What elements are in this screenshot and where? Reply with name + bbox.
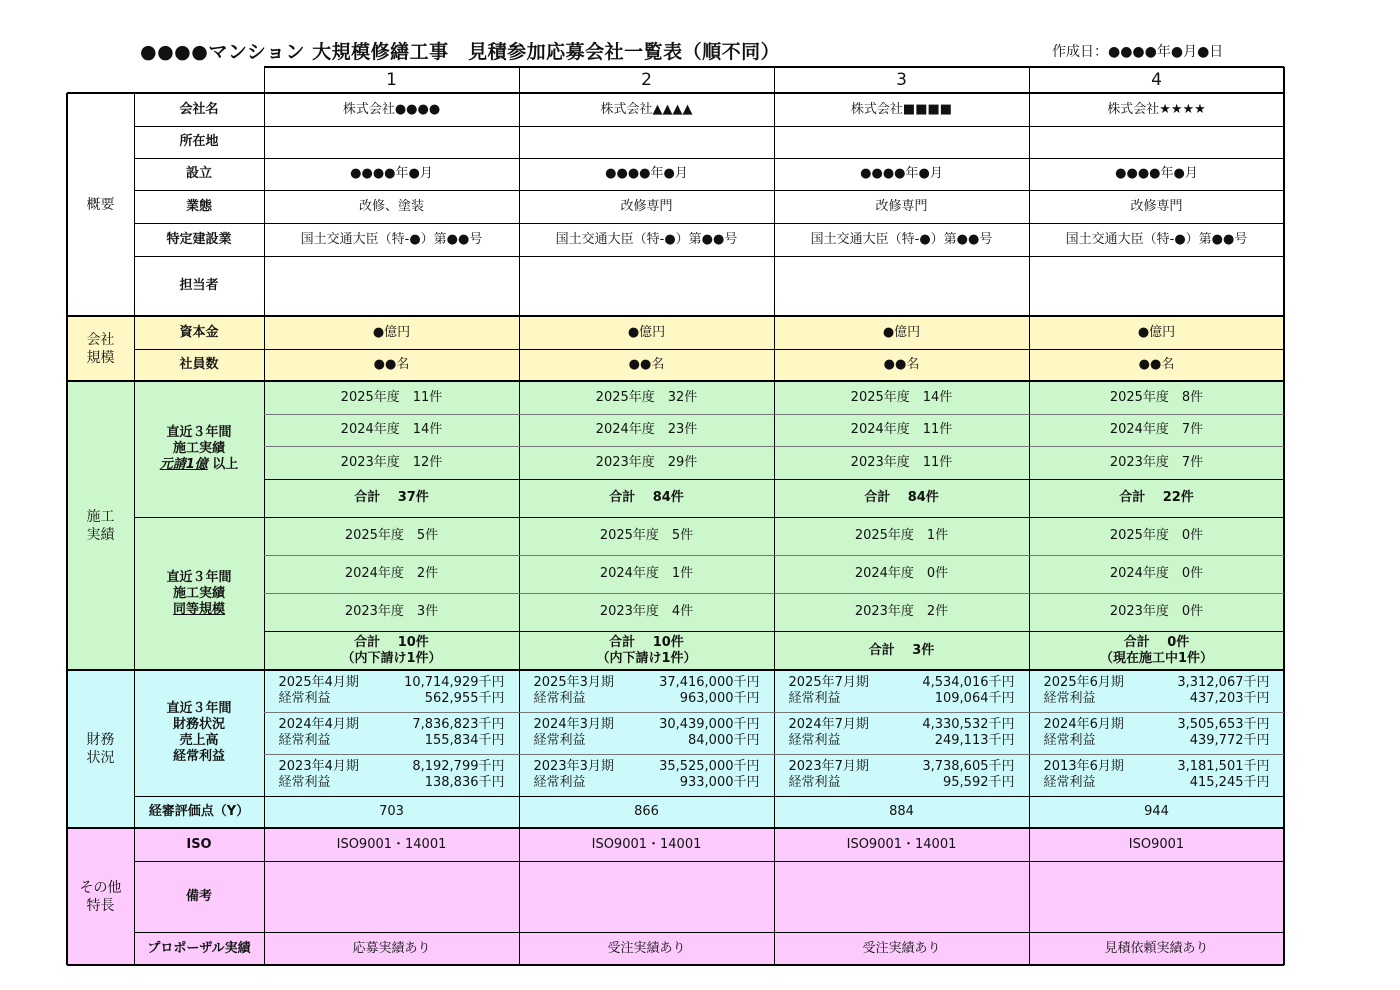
finance-profit-label: 経常利益 [788, 775, 841, 790]
company-employees: ●●名 [1138, 357, 1175, 372]
perf-similar-year: 2025年度 1件 [854, 528, 949, 543]
company-location [774, 126, 1029, 158]
company-iso: ISO9001・14001 [336, 836, 447, 852]
finance-sales: 4,330,532千円 [922, 717, 1015, 732]
company-proposal: 応募実績あり [352, 940, 431, 956]
grid-line-horizontal [134, 796, 1284, 797]
company-license: 国土交通大臣（特-●）第●●号 [810, 231, 993, 247]
label-finance: 直近３年間 財務状況 売上高 経常利益 [166, 701, 232, 764]
company-capital: ●億円 [882, 324, 921, 340]
company-iso: ISO9001・14001 [591, 836, 702, 852]
finance-period: 2023年4月期 [278, 759, 359, 774]
finance-period: 2023年7月期 [788, 759, 869, 774]
perf-similar-total: 合計 10件 （内下請け1件） [341, 634, 442, 666]
perf-contract-total: 合計 84件 [864, 490, 939, 505]
finance-sales: 8,192,799千円 [412, 759, 505, 774]
finance-profit: 155,834千円 [424, 733, 505, 748]
perf-similar-year: 2024年度 1件 [599, 566, 694, 581]
finance-sales: 3,505,653千円 [1177, 717, 1270, 732]
company-business: 改修専門 [620, 198, 673, 214]
company-license: 国土交通大臣（特-●）第●●号 [555, 231, 738, 247]
perf-similar-total: 合計 10件 （内下請け1件） [596, 634, 697, 666]
company-proposal: 受注実績あり [607, 940, 686, 956]
company-license: 国土交通大臣（特-●）第●●号 [1065, 231, 1248, 247]
company-contact [774, 256, 1029, 316]
finance-profit: 109,064千円 [934, 691, 1015, 706]
finance-profit-label: 経常利益 [1043, 733, 1096, 748]
finance-profit: 437,203千円 [1189, 691, 1270, 706]
company-iso: ISO9001 [1128, 836, 1185, 852]
finance-sales: 7,836,823千円 [412, 717, 505, 732]
company-comparison-table [67, 67, 1284, 965]
finance-profit-label: 経常利益 [533, 775, 586, 790]
company-business: 改修専門 [875, 198, 928, 214]
finance-profit-label: 経常利益 [278, 691, 331, 706]
label-perf-contract-amount: 元請1億 [159, 457, 208, 472]
perf-contract-year: 2025年度 14件 [850, 389, 953, 405]
label-contact: 担当者 [179, 278, 219, 293]
company-score: 884 [889, 804, 914, 819]
finance-figures [789, 675, 1015, 707]
section-scale: 会社 規模 [86, 331, 115, 366]
column-number-1: 1 [386, 70, 397, 90]
finance-period: 2024年3月期 [533, 717, 614, 732]
label-score: 経審評価点（Y） [148, 804, 250, 819]
column-number-2: 2 [641, 70, 652, 90]
section-other: その他 特長 [79, 879, 122, 914]
finance-figures [789, 759, 1015, 791]
company-notes [1029, 861, 1284, 932]
company-name: 株式会社▲▲▲▲ [600, 101, 693, 117]
company-contact [519, 256, 774, 316]
section-overview: 概要 [86, 196, 115, 213]
label-iso: ISO [186, 836, 212, 852]
finance-period: 2025年4月期 [278, 675, 359, 690]
perf-similar-year: 2023年度 4件 [599, 604, 694, 619]
column-number-4: 4 [1151, 70, 1162, 90]
company-founded: ●●●●年●月 [860, 166, 943, 181]
company-score: 866 [634, 804, 659, 819]
grid-line-horizontal [264, 631, 1284, 632]
finance-sales: 3,312,067千円 [1177, 675, 1270, 690]
grid-line-horizontal [264, 446, 1284, 447]
finance-figures [789, 717, 1015, 749]
perf-similar-year: 2023年度 2件 [854, 604, 949, 619]
perf-contract-year: 2024年度 23件 [595, 422, 698, 437]
perf-contract-year: 2025年度 32件 [595, 389, 698, 405]
grid-line-horizontal [134, 158, 1284, 159]
finance-profit-label: 経常利益 [533, 733, 586, 748]
company-notes [264, 861, 519, 932]
grid-line-horizontal [264, 712, 1284, 713]
finance-sales: 3,181,501千円 [1177, 759, 1270, 774]
company-score: 944 [1144, 804, 1169, 819]
finance-period-cell [774, 670, 1029, 712]
grid-line-vertical [134, 93, 135, 965]
label-proposal: プロポーザル実績 [147, 940, 251, 956]
finance-period-cell [774, 754, 1029, 796]
finance-profit: 138,836千円 [424, 775, 505, 790]
finance-sales: 3,738,605千円 [922, 759, 1015, 774]
company-founded: ●●●●年●月 [1115, 166, 1198, 181]
finance-profit: 963,000千円 [679, 691, 760, 706]
perf-similar-year: 2025年度 0件 [1109, 528, 1204, 543]
company-capital: ●億円 [372, 324, 411, 340]
company-employees: ●●名 [883, 357, 920, 372]
finance-period: 2024年7月期 [788, 717, 869, 732]
grid-line-horizontal [264, 593, 1284, 594]
perf-contract-year: 2024年度 14件 [340, 422, 443, 437]
finance-period-cell [519, 754, 774, 796]
company-location [1029, 126, 1284, 158]
label-perf-contract-above: 以上 [207, 457, 239, 472]
finance-period: 2025年3月期 [533, 675, 614, 690]
finance-figures [279, 717, 505, 749]
company-proposal: 見積依頼実績あり [1104, 940, 1209, 956]
company-employees: ●●名 [628, 357, 665, 372]
grid-line-horizontal [134, 861, 1284, 862]
perf-contract-year: 2024年度 11件 [850, 422, 953, 437]
company-name: 株式会社●●●● [342, 101, 441, 117]
company-location [519, 126, 774, 158]
finance-figures [279, 759, 505, 791]
finance-period-cell [774, 712, 1029, 754]
perf-similar-year: 2025年度 5件 [344, 528, 439, 543]
finance-period: 2025年7月期 [788, 675, 869, 690]
label-perf-contract-condition [160, 457, 239, 473]
label-business: 業態 [185, 198, 212, 214]
perf-contract-year: 2024年度 7件 [1109, 422, 1204, 437]
finance-period-cell [519, 712, 774, 754]
finance-profit: 415,245千円 [1189, 775, 1270, 790]
finance-sales: 37,416,000千円 [659, 675, 760, 690]
grid-line-horizontal [134, 190, 1284, 191]
finance-period: 2024年4月期 [278, 717, 359, 732]
finance-profit: 95,592千円 [943, 775, 1015, 790]
finance-period-cell [1029, 712, 1284, 754]
company-notes [519, 861, 774, 932]
company-capital: ●億円 [627, 324, 666, 340]
grid-line-horizontal [67, 669, 1284, 671]
finance-period: 2013年6月期 [1043, 759, 1124, 774]
company-license: 国土交通大臣（特-●）第●●号 [300, 231, 483, 247]
company-business: 改修専門 [1130, 198, 1183, 214]
company-contact [264, 256, 519, 316]
section-construction: 施工 実績 [86, 508, 115, 543]
label-perf-similar [134, 517, 264, 670]
finance-profit-label: 経常利益 [1043, 775, 1096, 790]
finance-period-cell [519, 670, 774, 712]
perf-contract-total: 合計 37件 [354, 490, 429, 505]
finance-period: 2025年6月期 [1043, 675, 1124, 690]
finance-sales: 35,525,000千円 [659, 759, 760, 774]
finance-figures [534, 759, 760, 791]
label-perf-similar-title: 直近３年間 施工実績 [166, 569, 232, 601]
finance-period-cell [1029, 754, 1284, 796]
company-proposal: 受注実績あり [862, 940, 941, 956]
company-notes [774, 861, 1029, 932]
company-employees: ●●名 [373, 357, 410, 372]
finance-period: 2023年3月期 [533, 759, 614, 774]
perf-contract-year: 2023年度 11件 [850, 454, 953, 470]
company-score: 703 [379, 804, 404, 819]
finance-sales: 4,534,016千円 [922, 675, 1015, 690]
perf-similar-total: 合計 3件 [868, 642, 935, 658]
perf-similar-year: 2024年度 2件 [344, 566, 439, 581]
perf-similar-year: 2024年度 0件 [1109, 566, 1204, 581]
created-date: 作成日：●●●●年●月●日 [1052, 44, 1224, 60]
finance-figures [534, 675, 760, 707]
perf-similar-year: 2025年度 5件 [599, 528, 694, 543]
finance-figures [279, 675, 505, 707]
grid-line-horizontal [67, 964, 1284, 966]
company-business: 改修、塗装 [358, 198, 424, 214]
finance-profit-label: 経常利益 [278, 733, 331, 748]
grid-line-horizontal [264, 479, 1284, 480]
label-perf-similar-scale: 同等規模 [172, 601, 225, 617]
label-company: 会社名 [179, 101, 219, 117]
finance-period-cell [264, 754, 519, 796]
label-capital: 資本金 [179, 324, 219, 340]
perf-contract-year: 2025年度 11件 [340, 389, 443, 405]
finance-figures [1044, 675, 1270, 707]
finance-profit: 933,000千円 [679, 775, 760, 790]
label-license: 特定建設業 [166, 231, 232, 247]
label-founded: 設立 [185, 166, 212, 181]
company-founded: ●●●●年●月 [605, 166, 688, 181]
grid-line-horizontal [67, 380, 1284, 382]
finance-sales: 10,714,929千円 [404, 675, 505, 690]
finance-profit: 249,113千円 [934, 733, 1015, 748]
company-iso: ISO9001・14001 [846, 836, 957, 852]
perf-similar-year: 2023年度 3件 [344, 604, 439, 619]
label-employees: 社員数 [179, 357, 219, 372]
company-location [264, 126, 519, 158]
finance-figures [1044, 759, 1270, 791]
grid-line-horizontal [264, 754, 1284, 755]
finance-profit-label: 経常利益 [788, 733, 841, 748]
grid-line-horizontal [67, 315, 1284, 317]
label-perf-contract-title: 直近３年間 施工実績 [166, 425, 232, 456]
grid-line-horizontal [134, 126, 1284, 127]
perf-similar-year: 2023年度 0件 [1109, 604, 1204, 619]
perf-similar-total: 合計 0件 （現在施工中1件） [1099, 634, 1214, 666]
grid-line-horizontal [264, 414, 1284, 415]
finance-profit-label: 経常利益 [533, 691, 586, 706]
finance-figures [534, 717, 760, 749]
finance-profit: 562,955千円 [424, 691, 505, 706]
finance-figures [1044, 717, 1270, 749]
perf-contract-year: 2025年度 8件 [1109, 389, 1204, 405]
finance-period: 2024年6月期 [1043, 717, 1124, 732]
company-contact [1029, 256, 1284, 316]
finance-profit: 84,000千円 [688, 733, 760, 748]
perf-contract-year: 2023年度 12件 [340, 454, 443, 470]
grid-line-vertical [66, 93, 68, 965]
page-title: ●●●●マンション 大規模修繕工事 見積参加応募会社一覧表（順不同） [140, 41, 781, 63]
finance-profit: 439,772千円 [1189, 733, 1270, 748]
perf-contract-total: 合計 22件 [1119, 490, 1194, 505]
grid-line-horizontal [264, 555, 1284, 556]
label-location: 所在地 [179, 134, 219, 149]
label-notes: 備考 [185, 888, 212, 904]
perf-contract-year: 2023年度 7件 [1109, 454, 1204, 470]
finance-period-cell [1029, 670, 1284, 712]
company-capital: ●億円 [1137, 324, 1176, 340]
company-name: 株式会社★★★★ [1107, 101, 1206, 117]
perf-contract-total: 合計 84件 [609, 490, 684, 505]
finance-period-cell [264, 712, 519, 754]
perf-similar-year: 2024年度 0件 [854, 566, 949, 581]
company-name: 株式会社■■■■ [850, 101, 953, 117]
grid-line-horizontal [67, 92, 1284, 94]
finance-profit-label: 経常利益 [278, 775, 331, 790]
grid-line-horizontal [67, 827, 1284, 829]
label-perf-contract [134, 381, 264, 517]
grid-line-horizontal [134, 932, 1284, 933]
grid-line-horizontal [134, 223, 1284, 224]
company-founded: ●●●●年●月 [350, 166, 433, 181]
grid-line-horizontal [134, 256, 1284, 257]
finance-profit-label: 経常利益 [1043, 691, 1096, 706]
column-number-3: 3 [896, 70, 907, 90]
finance-sales: 30,439,000千円 [659, 717, 760, 732]
finance-profit-label: 経常利益 [788, 691, 841, 706]
finance-period-cell [264, 670, 519, 712]
perf-contract-year: 2023年度 29件 [595, 454, 698, 470]
grid-line-horizontal [134, 349, 1284, 350]
section-finance: 財務 状況 [86, 732, 115, 766]
grid-line-horizontal [134, 517, 1284, 518]
